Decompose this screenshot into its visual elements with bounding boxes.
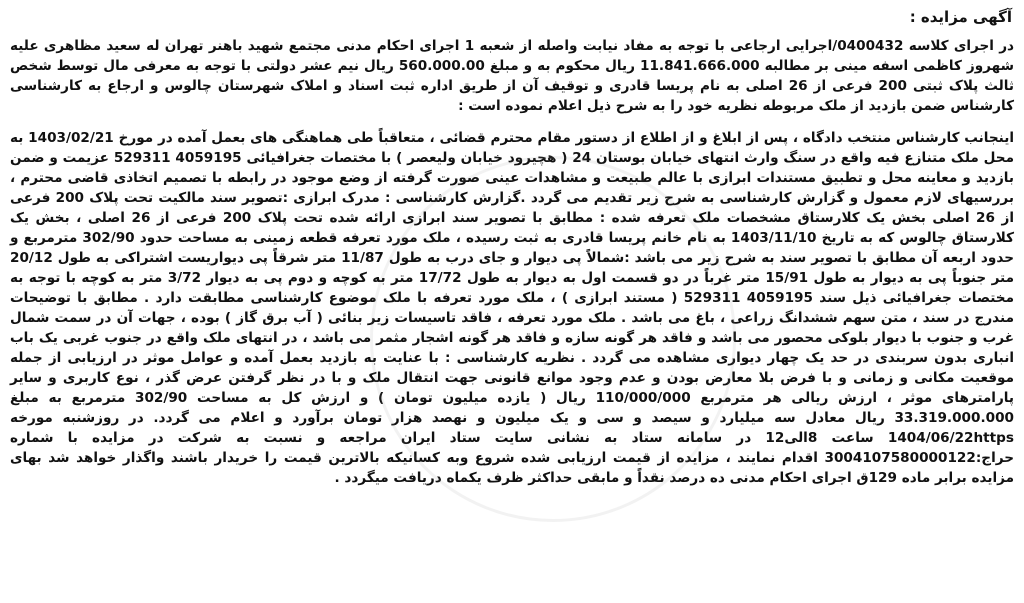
notice-paragraph-intro: در اجرای کلاسه 0400432/اجرایی ارجاعی با توجه به مفاد نیابت واصله از شعبه 1 اجرای احکام مدنی مجتمع شهید باهنر تهران له سعید مظاهری علیه شهروز کاظمی اسفه مینی بر مطالبه 11.841.666.000 ریال محکوم به و مبلغ 560.000.00 ریال نیم عشر دولتی با توجه به معرفی مال توسط شخص ثالث پلاک ثبتی 200 فرعی از 26 اصلی به نام پریسا قادری و توقیف آن از طریق اداره ثبت اسناد و املاک شهرستان چالوس و ارجاع به کارشناسی کارشناس ضمن بازدید از ملک مربوطه نظریه خود را به شرح ذیل اعلام نموده است : bbox=[10, 38, 1014, 114]
notice-paragraph-expert-report: اینجانب کارشناس منتخب دادگاه ، پس از ابلاغ و از اطلاع از دستور مقام محترم قضائی ، متعاقباً طی هماهنگی های بعمل آمده در مورخ 1403/02/21 به محل ملک متنازع فیه واقع در سنگ وارث انتهای خیابان بوستان 24 ( هچیرود خیابان ولیعصر ) با مختصات جغرافیائی 4059195 529311 عزیمت و ضمن بازدید و معاینه محل و تطبیق مستندات ابرازی با عالم طبیعت و مشاهدات عینی صورت گرفته از وضع موجود در رابطه با تصمیم اتخاذی قاضی محترم ، بررسیهای لازم معمول و گزارش کارشناسی به شرح زیر تقدیم می گردد .گزارش کارشناسی : مدرک ابرازی :تصویر سند مالکیت تحت پلاک 200 فرعی از 26 اصلی بخش یک کلارستاق مشخصات ملک تعرفه شده : مطابق با تصویر سند ابرازی ارائه شده تحت پلاک 200 فرعی از 26 اصلی ، بخش یک کلارستاق چالوس که به تاریخ 1403/11/10 به نام خانم پریسا قادری به ثبت رسیده ، ملک مورد تعرفه قطعه زمینی به مساحت حدود 302/90 مترمربع و حدود اربعه آن مطابق با تصویر سند به شرح زیر می باشد :شمالاً پی دیوار و جای درب به طول 11/87 متر شرقاً پی دیواریست اشتراکی به طول 20/12 متر جنوباً پی به دیوار به طول 15/91 متر غرباً در دو قسمت اول به دیوار به طول 17/72 متر به کوچه و دوم پی به دیوار 3/72 متر به کوچه با توجه به مختصات جغرافیائی ذیل سند 4059195 529311 ( مستند ابرازی ) ، ملک مورد تعرفه با ملک موضوع کارشناسی مطابقت دارد . مطابق با توضیحات مندرج در سند ، متن سهم ششدانگ زراعی ، باغ می باشد . ملک مورد تعرفه ، فاقد تاسیسات زیر بنائی ( آب برق گاز ) بوده ، جهات آن در سمت شمال غرب و جنوب با دیوار بلوکی محصور می باشد و فاقد هر گونه سازه و فاقد هر گونه اشجار مثمر می باشد ، در انتهای ملک واقع در جنوب غربی یک باب انباری بدون سربندی در حد یک چهار دیواری مشاهده می گردد . نظریه کارشناسی : با عنایت به بازدید بعمل آمده و عوامل موثر در ارزیابی از جمله موقعیت مکانی و زمانی و با فرض بلا معارض بودن و عدم وجود موانع قانونی جهت انتقال ملک و با در نظر گرفتن عرض گذر ، نوع کاربری و سایر پارامترهای موثر ، ارزش ریالی هر مترمربع 110/000/000 ریال ( یازده میلیون تومان ) و ارزش کل به مساحت 302/90 مترمربع به مبلغ 33.319.000.000 ریال معادل سه میلیارد و سیصد و سی و یک میلیون و نهصد هزار تومان برآورد و اعلام می گردد. در روزشنبه مورخه 1404/06/22https ساعت 8الی12 در سامانه ستاد به نشانی سایت ستاد ایران مراجعه و نسبت به شرکت در مزایده با شماره حراج:3004107580000122 اقدام نمایند ، مزایده از قیمت ارزیابی شده شروع وبه کسانیکه بالاترین قیمت را خریدار باشند واگذار خواهد شد بهای مزایده برابر ماده 129ق اجرای احکام مدنی ده درصد نقداً و مابقی حداکثر ظرف یکماه دریافت میگردد . bbox=[10, 130, 1015, 486]
auction-notice-document bbox=[10, 6, 1014, 597]
notice-title: آگهی مزایده : bbox=[909, 8, 1012, 26]
